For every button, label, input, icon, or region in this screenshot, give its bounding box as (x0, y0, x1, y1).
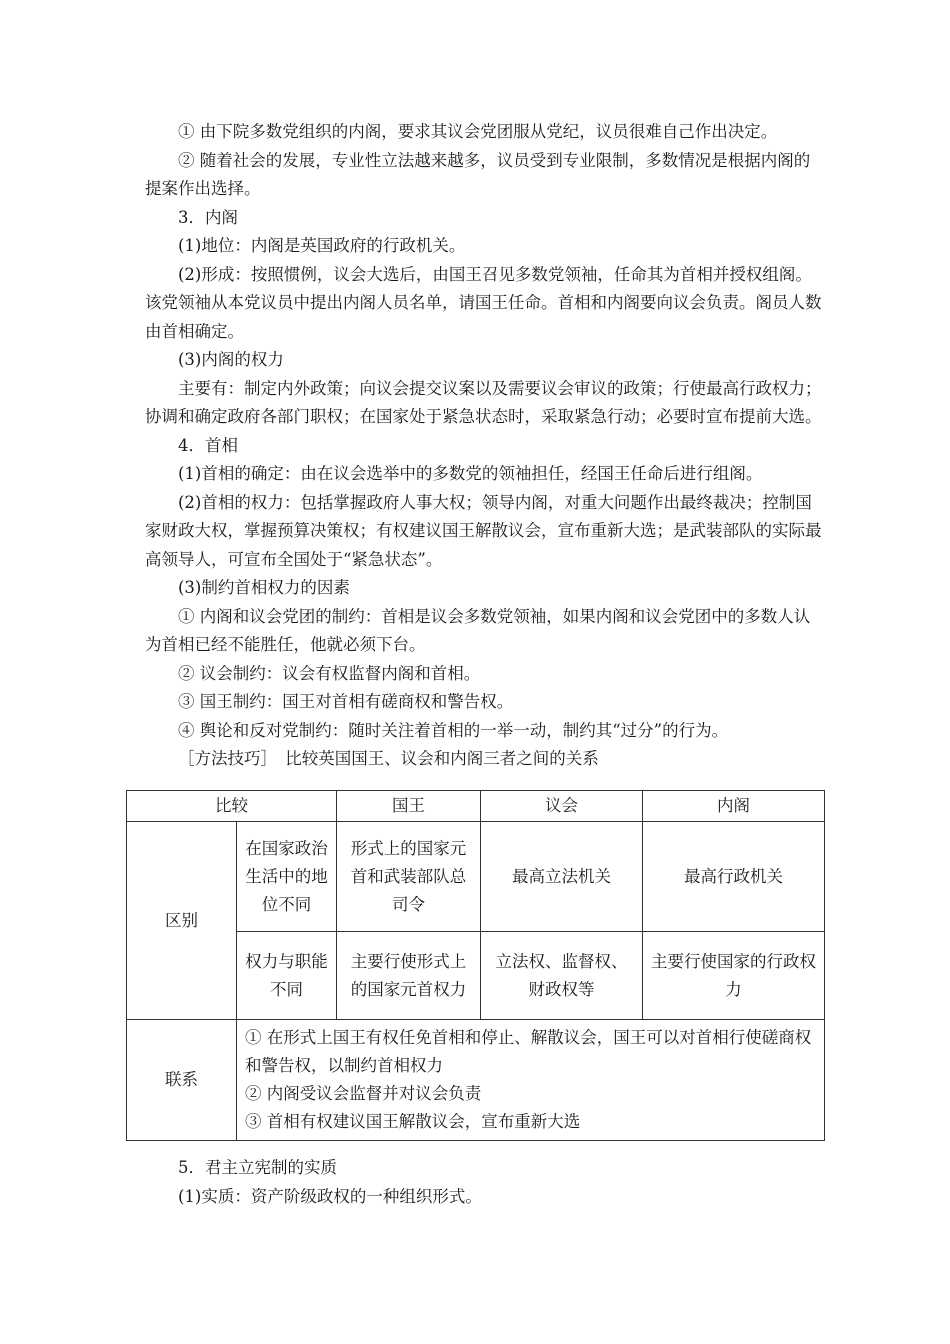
section-heading: 3．内阁 (178, 207, 238, 227)
header-king: 国王 (337, 791, 481, 822)
header-parliament: 议会 (481, 791, 643, 822)
aspect-cell: 权力与职能不同 (237, 932, 337, 1020)
aspect-cell: 在国家政治生活中的地位不同 (237, 822, 337, 932)
document-body-continued (145, 1154, 825, 1211)
king-cell: 形式上的国家元首和武装部队总司令 (337, 822, 481, 932)
section-heading: 5．君主立宪制的实质 (178, 1158, 337, 1177)
subheading: (3)制约首相权力的因素 (178, 578, 350, 597)
connection-line: ② 内阁受议会监督并对议会负责 (245, 1084, 482, 1103)
paragraph: (2)首相的权力：包括掌握政府人事大权；领导内阁，对重大问题作出最终裁决；控制国家财政大权，掌握预算决策权；有权建议国王解散议会，宣布重新大选；是武装部队的实际最高领导人，可宣布全国处于“紧急状态”。 (145, 492, 822, 569)
paragraph: 主要有：制定内外政策；向议会提交议案以及需要议会审议的政策；行使最高行政权力；协调和确定政府各部门职权；在国家处于紧急状态时，采取紧急行动；必要时宣布提前大选。 (145, 378, 822, 426)
comparison-table (126, 790, 825, 1141)
header-compare: 比较 (127, 791, 337, 822)
connection-line: ③ 首相有权建议国王解散议会，宣布重新大选 (245, 1112, 581, 1131)
difference-label: 区别 (127, 822, 237, 1020)
paragraph: (2)形成：按照惯例，议会大选后，由国王召见多数党领袖，任命其为首相并授权组阁。该党领袖从本党议员中提出内阁人员名单，请国王任命。首相和内阁要向议会负责。阁员人数由首相确定。 (145, 264, 822, 341)
connection-cell (237, 1020, 825, 1141)
connection-line: ① 在形式上国王有权任免首相和停止、解散议会，国王可以对首相行使磋商权和警告权，以制约首相权力 (245, 1028, 812, 1075)
paragraph: ② 议会制约：议会有权监督内阁和首相。 (178, 663, 481, 683)
table-row (127, 822, 825, 932)
parliament-cell: 最高立法机关 (481, 822, 643, 932)
parliament-cell: 立法权、监督权、财政权等 (481, 932, 643, 1020)
subheading: (3)内阁的权力 (178, 350, 284, 369)
cabinet-cell: 主要行使国家的行政权力 (643, 932, 825, 1020)
connection-row (127, 1020, 825, 1141)
table-header-row (127, 791, 825, 822)
header-cabinet: 内阁 (643, 791, 825, 822)
king-cell: 主要行使形式上的国家元首权力 (337, 932, 481, 1020)
connection-label: 联系 (127, 1020, 237, 1141)
paragraph: ② 随着社会的发展，专业性立法越来越多，议员受到专业限制，多数情况是根据内阁的提案作出选择。 (145, 150, 811, 198)
paragraph: ③ 国王制约：国王对首相有磋商权和警告权。 (178, 692, 514, 711)
section-heading: 4．首相 (178, 435, 238, 455)
paragraph: ④ 舆论和反对党制约：随时关注着首相的一举一动，制约其“过分”的行为。 (178, 720, 729, 740)
table-caption: ［方法技巧］ 比较英国国王、议会和内阁三者之间的关系 (178, 749, 599, 768)
paragraph: (1)地位：内阁是英国政府的行政机关。 (178, 236, 466, 255)
paragraph: ① 内阁和议会党团的制约：首相是议会多数党领袖，如果内阁和议会党团中的多数人认为首相已经不能胜任，他就必须下台。 (145, 606, 811, 654)
paragraph: (1)首相的确定：由在议会选举中的多数党的领袖担任，经国王任命后进行组阁。 (178, 464, 763, 483)
paragraph: ① 由下院多数党组织的内阁，要求其议会党团服从党纪，议员很难自己作出决定。 (178, 122, 778, 141)
document-body (145, 118, 825, 774)
cabinet-cell: 最高行政机关 (643, 822, 825, 932)
paragraph: (1)实质：资产阶级政权的一种组织形式。 (178, 1186, 482, 1206)
